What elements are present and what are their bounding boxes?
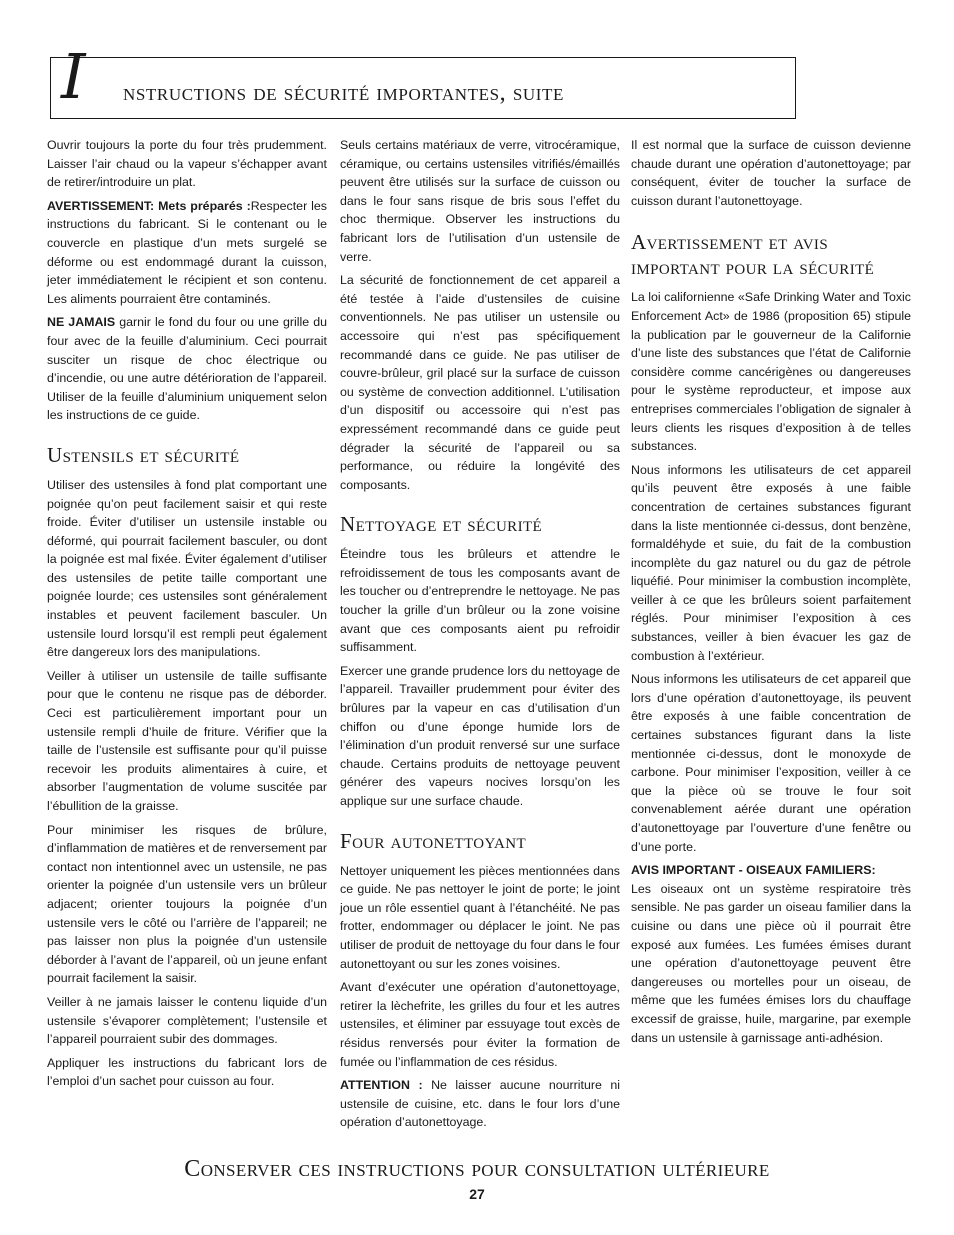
section-heading-avertissement: Avertissement et avis important pour la sécurité — [631, 230, 875, 280]
paragraph: Ouvrir toujours la porte du four très prudemment. Laisser l’air chaud ou la vapeur s’échapper avant de retirer/introduire un plat. — [47, 138, 327, 190]
warning-label: AVIS IMPORTANT - OISEAUX FAMILIERS: — [631, 863, 876, 878]
paragraph: AVIS IMPORTANT - OISEAUX FAMILIERS: Les oiseaux ont un système respiratoire très sensible. Ne pas garder un oiseau familier dans la cuisine ou dans une pièce où il pourrait être exposé aux fumées. Les fumées émises durant une opération d’autonettoyage peuvent être dangereuses ou mortelles pour un oiseau, de même que les fumées émises lors du chauffage excessif de graisse, huile, margarine, par exemple dans un ustensile à garnissage anti-adhésion. — [631, 863, 911, 1045]
section-heading-ustensils: Ustensils et sécurité — [47, 442, 240, 467]
paragraph: Nous informons les utilisateurs de cet appareil que lors d’une opération d’autonettoyage, ils peuvent être exposés à une faible concentration de certaines substances figurant dans la liste mentionnée ci-dessus, dont le monoxyde de carbone. Pour minimiser l’exposition, veiller à ce que la pièce où se trouve le four soit convenablement aérée durant une opération d’autonettoyage par l’ouverture d’une fenêtre ou d’une porte. — [631, 672, 911, 854]
warning-label: NE JAMAIS — [47, 315, 116, 330]
page-number: 27 — [469, 1186, 485, 1202]
column-right — [631, 136, 911, 1052]
column-middle — [340, 136, 620, 1137]
paragraph: Seuls certains matériaux de verre, vitrocéramique, céramique, ou certains ustensiles vitrifiés/émaillés peuvent être utilisés sur la surface de cuisson ou dans le four sans risque de bris sous l’effet du choc thermique. Observer les instructions du fabricant lors de l’utilisation d’un ustensile de verre. — [340, 138, 620, 264]
footer-title: Conserver ces instructions pour consultation ultérieure — [184, 1156, 770, 1182]
paragraph: Il est normal que la surface de cuisson devienne chaude durant une opération d’autonettoyage; par conséquent, éviter de toucher la surface de cuisson durant l’autonettoyage. — [631, 138, 911, 208]
paragraph: Appliquer les instructions du fabricant lors de l’emploi d’un sachet pour cuisson au four. — [47, 1055, 327, 1089]
paragraph: Utiliser des ustensiles à fond plat comportant une poignée qu’on peut facilement saisir et qui reste froide. Éviter d’utiliser un ustensile instable ou déformé, qui pourrait facilement basculer, ou dont la poignée est mal fixée. Éviter également d’utiliser des ustensiles de petite taille comportant une poignée lourde; ces ustensiles sont généralement instables et peuvent facilement basculer. Un ustensile lourd lorsqu’il est rempli peut également être dangereux lors des manipulations. — [47, 477, 327, 660]
paragraph: Pour minimiser les risques de brûlure, d’inflammation de matières et de renversement par contact non intentionnel avec un ustensile, ne pas orienter la poignée d’un ustensile vers un brûleur adjacent; orienter toujours la poignée d’un ustensile vers le côté ou l’arrière de l’appareil; ne pas laisser non plus la poignée d’un ustensile déborder à l’avant de l’appareil, où un jeune enfant pourrait facilement la saisir. — [47, 822, 327, 986]
paragraph: Veiller à ne jamais laisser le contenu liquide d’un ustensile s’évaporer complètement; l’ustensile et l’appareil pourraient subir des dommages. — [47, 994, 327, 1047]
paragraph: Nettoyer uniquement les pièces mentionnées dans ce guide. Ne pas nettoyer le joint de porte; le joint joue un rôle essentiel quant à l’étanchéité. Ne pas frotter, endommager ou déplacer le joint. Ne pas utiliser de produit de nettoyage du four dans le four autonettoyant ou sur les zones voisines. — [340, 863, 620, 971]
page-title: nstructions de sécurité importantes, suite — [123, 80, 564, 106]
warning-label: ATTENTION : — [340, 1078, 423, 1093]
title-initial: I — [61, 40, 86, 113]
paragraph: La sécurité de fonctionnement de cet appareil a été testée à l’aide d’ustensiles de cuisine conventionnels. Ne pas utiliser un ustensile ou accessoire qui n’est pas spécifiquement recommandé dans ce guide. Ne pas utiliser de couvre-brûleur, gril placé sur la surface de cuisson ou système de convection additionnel. L’utilisation d’un dispositif ou accessoire qui n’est pas expressément recommandé dans ce guide peut dégrader la sécurité de l’appareil ou sa performance, ou réduire la longévité des composants. — [340, 273, 620, 492]
paragraph: La loi californienne «Safe Drinking Water and Toxic Enforcement Act» de 1986 (proposition 65) stipule la publication par le gouverneur de la Californie d’une liste des substances que l’état de Californie considère comme cancérigènes ou dangereuses pour le système reproducteur, et impose aux entreprises commerciales l’obligation de signaler à leurs clients les risques d’exposition à de telles substances. — [631, 290, 911, 454]
paragraph: Exercer une grande prudence lors du nettoyage de l’appareil. Travailler prudemment pour éviter des brûlures par la vapeur en cas d’utilisation d’un chiffon ou d’une éponge humide lors de l’élimination d’un produit renversé sur une surface chaude. Certains produits de nettoyage peuvent générer des vapeurs nocives lorsqu’on les applique sur une surface chaude. — [340, 663, 620, 808]
paragraph: AVERTISSEMENT: Mets préparés :Respecter les instructions du fabricant. Si le contenant ou le couvercle en plastique d’un mets surgelé se déforme ou est endommagé durant la cuisson, jeter immédiatement le récipient et son contenu. Les aliments pourraient être contaminés. — [47, 198, 327, 306]
paragraph: Nous informons les utilisateurs de cet appareil qu’ils peuvent être exposés à une faible concentration de certaines substances figurant dans la liste mentionnée ci-dessus, dont benzène, formaldéhyde et suie, du fait de la combustion incomplète du gaz naturel ou du gaz de pétrole liquéfié. Pour minimiser la combustion incomplète, veiller à ce que les brûleurs soient parfaitement réglés. Pour minimiser l’exposition à ces substances, veiller à bien évacuer les gaz de combustion à l’extérieur. — [631, 462, 911, 663]
paragraph: Avant d’exécuter une opération d’autonettoyage, retirer la lèchefrite, les grilles du four et les autres ustensiles, et éliminer par essuyage tout excès de résidus renversés pour éviter la formation de fumée ou l’inflammation de ces résidus. — [340, 980, 620, 1069]
warning-label: AVERTISSEMENT: Mets préparés : — [47, 198, 251, 213]
paragraph: Éteindre tous les brûleurs et attendre le refroidissement de tous les composants avant de les toucher ou d’entreprendre le nettoyage. Ne pas toucher la grille d’un brûleur ou la zone voisine avant que ces composants aient pu refroidir suffisamment. — [340, 547, 620, 655]
paragraph: Veiller à utiliser un ustensile de taille suffisante pour que le contenu ne risque pas de déborder. Ceci est particulièrement important pour un ustensile rempli d’huile de friture. Vérifier que la taille de l’ustensile est suffisante pour qu’il puisse recevoir les produits alimentaires à cuire, et absorber l’augmentation de volume suscitée par l’ébullition de la graisse. — [47, 668, 327, 813]
paragraph: ATTENTION : Ne laisser aucune nourriture ni ustensile de cuisine, etc. dans le four lors d’une opération d’autonettoyage. — [340, 1078, 620, 1130]
section-heading-nettoyage: Nettoyage et sécurité — [340, 512, 543, 537]
column-left — [47, 136, 327, 1096]
page-title-box — [50, 40, 796, 119]
paragraph: NE JAMAIS garnir le fond du four ou une grille du four avec de la feuille d’aluminium. Ceci pourrait susciter un risque de choc électrique ou d’incendie, ou une autre détérioration de l’appareil. Utiliser de la feuille d’aluminium uniquement selon les instructions de ce guide. — [47, 315, 327, 423]
section-heading-four-autonettoyant: Four autonettoyant — [340, 828, 527, 853]
